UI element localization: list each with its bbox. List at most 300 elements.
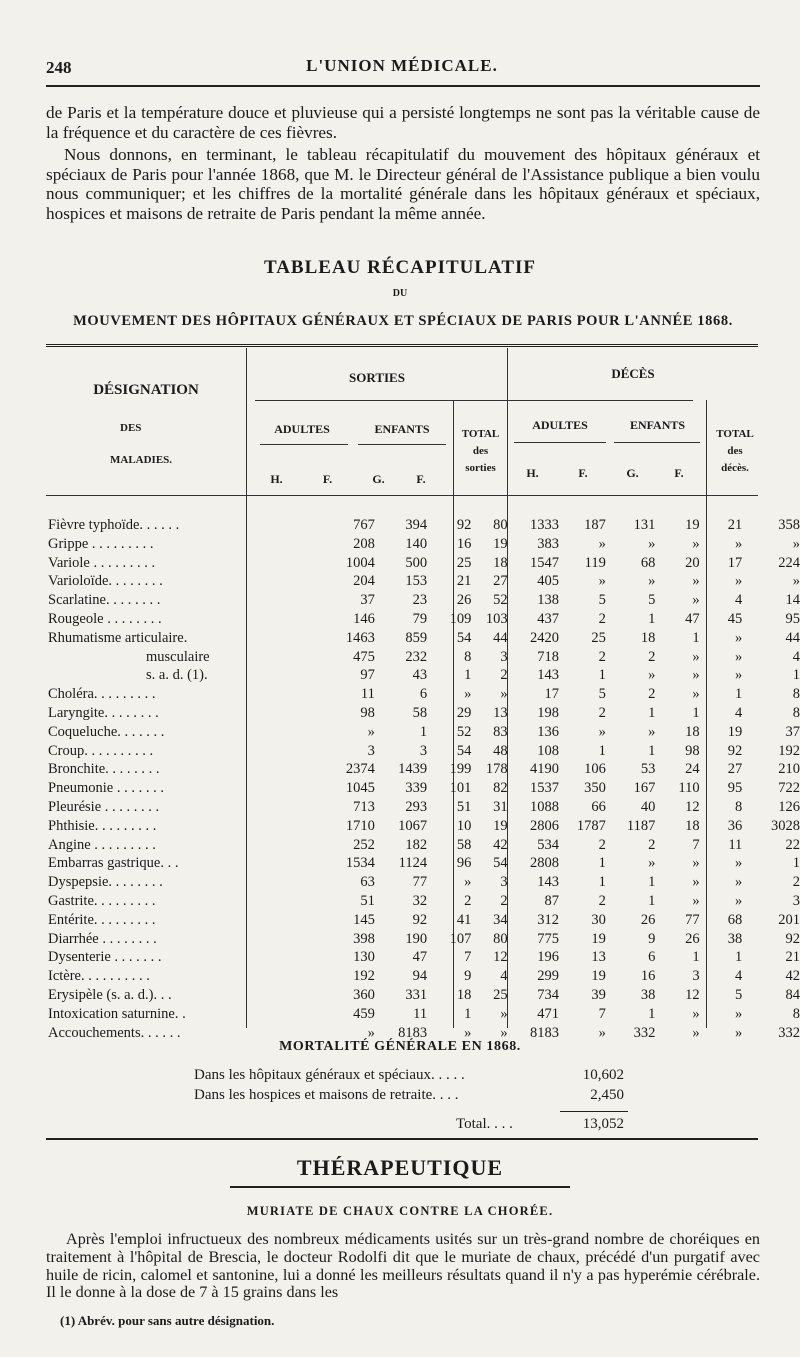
cell-value: 38 <box>727 930 743 947</box>
cell-value: 2 <box>648 686 656 703</box>
disease-name: Bronchite. . . . . . . . <box>48 761 160 778</box>
header-deces-f: F. <box>578 466 588 480</box>
paragraph-intro: de Paris et la température douce et pluvieuse qui a persisté longtemps ne sont pas la véritable cause de la fréquence et du caractère de ces fièvres. <box>46 103 760 142</box>
header-total-sorties-sorties: sorties <box>465 462 496 474</box>
disease-name: Dysenterie . . . . . . . <box>48 949 162 966</box>
cell-value: 2 <box>598 704 606 721</box>
section-title: THÉRAPEUTIQUE <box>296 1155 504 1180</box>
disease-name: Dyspepsie. . . . . . . . <box>48 874 163 891</box>
cell-value: 398 <box>353 930 375 947</box>
table-row <box>48 554 800 573</box>
cell-value: 1 <box>692 704 700 721</box>
cell-value: » <box>735 629 743 646</box>
cell-value: 3 <box>792 892 800 909</box>
cell-value: 2 <box>500 892 508 909</box>
cell-value: 47 <box>685 610 700 627</box>
cell-value: 18 <box>493 554 508 571</box>
cell-value: 192 <box>778 742 800 759</box>
mortality-value: 10,602 <box>582 1067 624 1083</box>
header-sorties-g: G. <box>372 472 385 486</box>
table-row <box>48 817 800 836</box>
cell-value: 5 <box>648 592 656 609</box>
cell-value: 767 <box>353 517 375 533</box>
cell-value: 29 <box>456 704 472 721</box>
cell-value: 5 <box>735 986 743 1003</box>
cell-value: 80 <box>493 930 508 947</box>
cell-value: 1 <box>598 874 606 891</box>
cell-value: 299 <box>537 968 559 985</box>
cell-value: 43 <box>412 667 428 684</box>
section-rule <box>46 1138 758 1140</box>
cell-value: 40 <box>640 798 656 815</box>
cell-value: 19 <box>727 723 743 740</box>
cell-value: 8 <box>792 686 800 703</box>
cell-value: 534 <box>537 836 559 853</box>
cell-value: 332 <box>633 1024 656 1041</box>
cell-value: » <box>692 892 700 909</box>
cell-value: » <box>500 686 508 703</box>
cell-value: 25 <box>493 986 508 1003</box>
cell-value: 224 <box>778 554 800 571</box>
cell-value: » <box>692 686 700 703</box>
cell-value: 42 <box>493 836 508 853</box>
cell-value: » <box>367 723 375 740</box>
cell-value: 80 <box>493 517 508 533</box>
cell-value: 232 <box>405 648 428 665</box>
cell-value: 58 <box>456 836 472 853</box>
table-row <box>48 836 800 855</box>
cell-value: 77 <box>412 874 428 891</box>
table-du: DU <box>392 288 408 299</box>
cell-value: 208 <box>353 535 375 552</box>
cell-value: 2808 <box>530 855 559 872</box>
cell-value: 196 <box>537 949 559 966</box>
cell-value: » <box>692 874 700 891</box>
header-sorties-f2: F. <box>416 472 426 486</box>
cell-value: 1 <box>648 892 656 909</box>
cell-value: 136 <box>537 723 559 740</box>
mortality-label: Dans les hôpitaux généraux et spéciaux. . . . . <box>194 1067 465 1083</box>
cell-value: 471 <box>537 1005 559 1022</box>
cell-value: » <box>648 723 656 740</box>
cell-value: » <box>692 592 700 609</box>
cell-value: » <box>692 648 700 665</box>
disease-name: Phthisie. . . . . . . . . <box>48 817 157 834</box>
cell-value: » <box>692 1005 700 1022</box>
cell-value: 54 <box>493 855 508 872</box>
mortality-title: MORTALITÉ GÉNÉRALE EN 1868. <box>279 1039 521 1054</box>
cell-value: 92 <box>412 911 428 928</box>
cell-value: 198 <box>537 704 559 721</box>
cell-value: 95 <box>727 780 743 797</box>
cell-value: 1 <box>464 1005 472 1022</box>
cell-value: 2 <box>598 648 606 665</box>
cell-value: 358 <box>778 517 800 533</box>
cell-value: 18 <box>640 629 656 646</box>
cell-value: » <box>648 855 656 872</box>
cell-value: » <box>500 1005 508 1022</box>
cell-value: » <box>735 667 743 684</box>
cell-value: 182 <box>405 836 428 853</box>
cell-value: 1 <box>598 742 606 759</box>
cell-value: 68 <box>727 911 743 928</box>
paragraph-therapeutique: Après l'emploi infructueux des nombreux médicaments usités sur un très-grand nombre de choréiques en traitement à l'hôpital de Brescia, le docteur Rodolfi dit que le muriate de chaux, précédé d'un purgatif avec huile de ricin, calomel et santonine, lui a donné les meilleurs résultats quand il n'y a pas hyperémie cérébrale. Il le donne à la dose de 7 à 15 grains dans les <box>46 1230 760 1302</box>
cell-value: 4 <box>735 968 743 985</box>
cell-value: 1 <box>648 874 656 891</box>
cell-value: 143 <box>537 874 559 891</box>
disease-name: Diarrhée . . . . . . . . <box>48 930 157 947</box>
cell-value: 383 <box>537 535 559 552</box>
cell-value: 131 <box>633 517 656 533</box>
table-row <box>48 704 800 723</box>
header-rule <box>514 442 606 443</box>
cell-value: 1 <box>735 949 743 966</box>
cell-value: 38 <box>640 986 656 1003</box>
cell-value: 77 <box>685 911 700 928</box>
cell-value: 775 <box>537 930 559 947</box>
cell-value: 339 <box>405 780 428 797</box>
cell-value: » <box>648 667 656 684</box>
cell-value: 1067 <box>398 817 428 834</box>
header-rule <box>358 444 446 445</box>
cell-value: 1 <box>598 667 606 684</box>
table-row <box>48 798 800 817</box>
cell-value: 138 <box>537 592 559 609</box>
cell-value: 12 <box>493 949 508 966</box>
cell-value: 1534 <box>345 855 375 872</box>
cell-value: 97 <box>360 667 375 684</box>
disease-name: Fièvre typhoïde. . . . . . <box>48 517 180 533</box>
header-rule <box>260 444 348 445</box>
cell-value: 360 <box>353 986 375 1003</box>
cell-value: 109 <box>449 610 472 627</box>
header-total-sorties-des: des <box>472 445 489 457</box>
mortality-total-row <box>194 1116 624 1136</box>
mortality-label: Dans les hospices et maisons de retraite. . . . <box>194 1087 459 1103</box>
cell-value: 51 <box>456 798 472 815</box>
cell-value: 19 <box>493 817 508 834</box>
disease-name: Croup. . . . . . . . . . <box>48 742 154 759</box>
cell-value: 13 <box>591 949 606 966</box>
cell-value: 2 <box>792 874 800 891</box>
cell-value: 1088 <box>530 798 559 815</box>
cell-value: 52 <box>456 723 472 740</box>
cell-value: » <box>598 723 606 740</box>
disease-name: Gastrite. . . . . . . . . <box>48 892 156 909</box>
cell-value: 68 <box>640 554 656 571</box>
header-sorties-f: F. <box>322 472 333 486</box>
cell-value: » <box>735 1024 743 1041</box>
cell-value: 87 <box>544 892 559 909</box>
cell-value: 83 <box>493 723 508 740</box>
cell-value: 25 <box>591 629 606 646</box>
cell-value: » <box>692 855 700 872</box>
cell-value: 1439 <box>398 761 428 778</box>
cell-value: 18 <box>456 986 472 1003</box>
cell-value: 12 <box>685 798 700 815</box>
cell-value: 459 <box>353 1005 375 1022</box>
cell-value: 48 <box>493 742 508 759</box>
cell-value: 16 <box>456 535 472 552</box>
disease-name: Laryngite. . . . . . . . <box>48 704 159 721</box>
cell-value: 110 <box>678 780 700 797</box>
cell-value: 51 <box>360 892 375 909</box>
cell-value: » <box>692 667 700 684</box>
table-row <box>48 760 800 779</box>
page-header <box>46 56 758 82</box>
cell-value: » <box>735 535 743 552</box>
paragraph-summary: Nous donnons, en terminant, le tableau récapitulatif du mouvement des hôpitaux généraux et spéciaux de Paris pour l'année 1868, que M. le Directeur général de l'Assistance publique a bien voulu nous communiquer; et les chiffres de la mortalité générale dans les hôpitaux généraux et spéciaux, hospices et maisons de retraite de Paris pendant la même année. <box>46 145 760 223</box>
cell-value: 45 <box>727 610 743 627</box>
cell-value: 1537 <box>530 780 559 797</box>
cell-value: 1 <box>692 629 700 646</box>
cell-value: 4 <box>500 968 508 985</box>
cell-value: 859 <box>405 629 428 646</box>
cell-value: 2 <box>598 836 606 853</box>
cell-value: 140 <box>405 535 428 552</box>
cell-value: 500 <box>405 554 428 571</box>
cell-value: » <box>500 1024 508 1041</box>
cell-value: » <box>367 1024 375 1041</box>
cell-value: 1045 <box>345 780 375 797</box>
cell-value: 39 <box>591 986 606 1003</box>
cell-value: 58 <box>412 704 428 721</box>
cell-value: 8 <box>735 798 743 815</box>
cell-value: 92 <box>785 930 800 947</box>
table-row <box>48 892 800 911</box>
header-des: DES <box>120 422 142 434</box>
cell-value: 21 <box>785 949 800 966</box>
footnote: (1) Abrév. pour sans autre désignation. <box>60 1313 275 1328</box>
cell-value: 1463 <box>345 629 375 646</box>
cell-value: 1187 <box>626 817 656 834</box>
table-row <box>48 591 800 610</box>
cell-value: 4 <box>735 592 743 609</box>
table-title: TABLEAU RÉCAPITULATIF <box>263 257 537 278</box>
disease-name: Rougeole . . . . . . . . <box>48 610 162 627</box>
header-sorties-adultes: ADULTES <box>274 422 330 436</box>
disease-name: Varioloïde. . . . . . . . <box>48 573 163 590</box>
header-deces-g: G. <box>626 466 639 480</box>
cell-value: » <box>648 535 656 552</box>
header-total-deces-des: des <box>727 445 743 457</box>
cell-value: 44 <box>493 629 508 646</box>
cell-value: 2 <box>464 892 472 909</box>
cell-value: 19 <box>591 968 606 985</box>
cell-value: 9 <box>648 930 656 947</box>
cell-value: 10 <box>456 817 472 834</box>
mortality-total-label: Total. . . . <box>456 1116 513 1132</box>
cell-value: 167 <box>633 780 656 797</box>
cell-value: 8 <box>464 648 472 665</box>
table-row <box>48 967 800 986</box>
cell-value: 1 <box>648 704 656 721</box>
disease-name: s. a. d. (1). <box>146 667 208 684</box>
cell-value: 1 <box>648 610 656 627</box>
disease-name: Scarlatine. . . . . . . . <box>48 592 161 609</box>
cell-value: 26 <box>640 911 656 928</box>
cell-value: 126 <box>778 798 800 815</box>
table-row <box>48 629 800 648</box>
cell-value: 475 <box>353 648 375 665</box>
cell-value: 1004 <box>345 554 375 571</box>
cell-value: 20 <box>685 554 700 571</box>
cell-value: 19 <box>685 517 700 533</box>
mortality-value: 2,450 <box>590 1087 624 1103</box>
journal-title: L'UNION MÉDICALE. <box>306 56 498 75</box>
cell-value: 25 <box>456 554 472 571</box>
cell-value: 2 <box>598 610 606 627</box>
cell-value: 293 <box>405 798 428 815</box>
cell-value: 312 <box>537 911 559 928</box>
cell-value: » <box>735 1005 743 1022</box>
cell-value: 8183 <box>530 1024 559 1041</box>
cell-value: 108 <box>537 742 559 759</box>
cell-value: 3 <box>500 648 508 665</box>
cell-value: 18 <box>685 723 700 740</box>
cell-value: 21 <box>456 573 472 590</box>
mortality-sum-rule <box>560 1111 628 1112</box>
cell-value: 4190 <box>530 761 559 778</box>
cell-value: 66 <box>591 798 606 815</box>
cell-value: 350 <box>584 780 606 797</box>
cell-value: » <box>464 686 472 703</box>
cell-value: 24 <box>685 761 700 778</box>
cell-value: 63 <box>360 874 375 891</box>
cell-value: » <box>792 535 800 552</box>
cell-value: 53 <box>640 761 656 778</box>
cell-value: 22 <box>785 836 800 853</box>
cell-value: 37 <box>360 592 375 609</box>
table-row <box>48 723 800 742</box>
cell-value: 34 <box>493 911 508 928</box>
header-deces-adultes: ADULTES <box>532 418 588 432</box>
table-row <box>48 930 800 949</box>
table-row <box>48 1005 800 1024</box>
header-rule <box>614 442 700 443</box>
header-deces: DÉCÈS <box>611 366 655 381</box>
cell-value: 3 <box>692 968 700 985</box>
cell-value: 5 <box>598 592 606 609</box>
header-deces-enfants: ENFANTS <box>629 418 686 432</box>
cell-value: 11 <box>413 1005 428 1022</box>
cell-value: 210 <box>778 761 800 778</box>
cell-value: 27 <box>727 761 743 778</box>
cell-value: 26 <box>685 930 700 947</box>
cell-value: 1333 <box>530 517 559 533</box>
cell-value: 204 <box>353 573 375 590</box>
table-row <box>48 986 800 1005</box>
cell-value: 17 <box>727 554 743 571</box>
cell-value: 1787 <box>576 817 606 834</box>
header-total-deces-deces: décès. <box>721 462 749 474</box>
disease-name: Coqueluche. . . . . . . <box>48 723 165 740</box>
cell-value: 1 <box>735 686 743 703</box>
cell-value: 95 <box>785 610 800 627</box>
table-row <box>48 516 800 535</box>
cell-value: 1 <box>598 855 606 872</box>
cell-value: » <box>598 573 606 590</box>
table-subtitle: MOUVEMENT DES HÔPITAUX GÉNÉRAUX ET SPÉCIAUX DE PARIS POUR L'ANNÉE 1868. <box>73 313 733 329</box>
cell-value: 190 <box>405 930 428 947</box>
mortality-row <box>194 1067 624 1087</box>
cell-value: 722 <box>778 780 800 797</box>
cell-value: 331 <box>405 986 428 1003</box>
cell-value: 3028 <box>771 817 800 834</box>
cell-value: » <box>735 573 743 590</box>
cell-value: 1 <box>692 949 700 966</box>
cell-value: 82 <box>493 780 508 797</box>
cell-value: 8 <box>792 1005 800 1022</box>
cell-value: » <box>735 855 743 872</box>
cell-value: 178 <box>485 761 508 778</box>
cell-value: 130 <box>353 949 375 966</box>
cell-value: » <box>464 1024 472 1041</box>
cell-value: 1710 <box>345 817 375 834</box>
cell-value: 23 <box>412 592 428 609</box>
table-row <box>48 948 800 967</box>
cell-value: 2420 <box>530 629 559 646</box>
cell-value: 3 <box>419 742 428 759</box>
cell-value: 18 <box>685 817 700 834</box>
header-sorties-h: H. <box>270 472 283 486</box>
cell-value: 2 <box>598 892 606 909</box>
cell-value: 101 <box>449 780 472 797</box>
table-row <box>48 610 800 629</box>
cell-value: 79 <box>412 610 428 627</box>
cell-value: 734 <box>537 986 559 1003</box>
cell-value: 437 <box>537 610 559 627</box>
cell-value: » <box>648 573 656 590</box>
disease-name: musculaire <box>146 648 210 665</box>
cell-value: » <box>692 1024 700 1041</box>
header-rule <box>255 400 693 401</box>
section-title-rule <box>230 1186 570 1188</box>
cell-value: 2 <box>500 667 508 684</box>
header-maladies: MALADIES. <box>110 454 173 466</box>
cell-value: 37 <box>785 723 800 740</box>
table-row <box>48 685 800 704</box>
cell-value: 1 <box>464 667 472 684</box>
cell-value: 3 <box>500 874 508 891</box>
mortality-total-value: 13,052 <box>582 1116 624 1132</box>
cell-value: 8 <box>792 704 800 721</box>
cell-value: 146 <box>353 610 375 627</box>
cell-value: 92 <box>727 742 743 759</box>
table-row <box>48 873 800 892</box>
cell-value: » <box>735 648 743 665</box>
cell-value: 21 <box>727 517 743 533</box>
cell-value: 3 <box>367 742 375 759</box>
cell-value: 32 <box>412 892 428 909</box>
cell-value: 103 <box>485 610 508 627</box>
cell-value: 187 <box>584 517 606 533</box>
cell-value: 41 <box>456 911 472 928</box>
disease-name: Pleurésie . . . . . . . . <box>48 798 160 815</box>
cell-value: 44 <box>785 629 800 646</box>
cell-value: 1124 <box>398 855 428 872</box>
cell-value: » <box>692 573 700 590</box>
cell-value: 2 <box>648 648 656 665</box>
disease-name: Angine . . . . . . . . . <box>48 836 156 853</box>
cell-value: 2374 <box>345 761 375 778</box>
table-row <box>48 535 800 554</box>
cell-value: 7 <box>692 836 700 853</box>
cell-value: 92 <box>456 517 472 533</box>
table-row <box>48 648 800 667</box>
cell-value: » <box>598 535 606 552</box>
cell-value: 5 <box>598 686 606 703</box>
